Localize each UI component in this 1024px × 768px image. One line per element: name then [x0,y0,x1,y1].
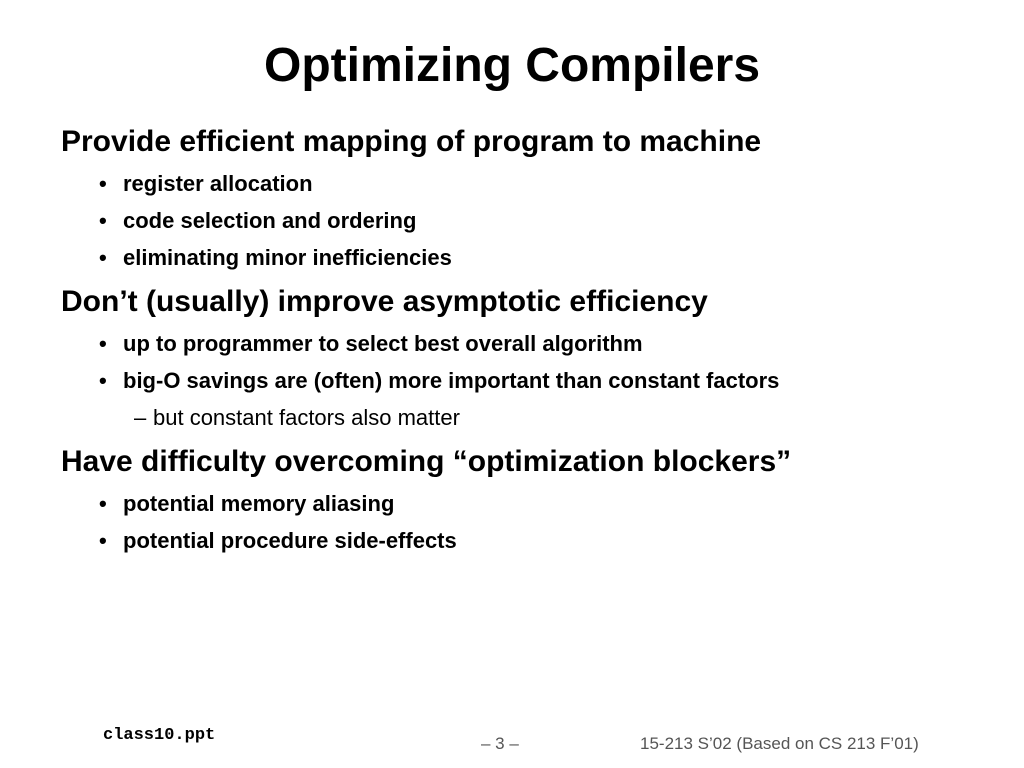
footer-filename: class10.ppt [103,726,216,745]
bullet-icon: • [99,368,107,393]
bullet-icon: • [99,491,107,516]
bullet-item [99,527,457,555]
bullet-item [99,170,313,198]
footer-course-label: 15-213 S’02 (Based on CS 213 F’01) [640,734,919,753]
bullet-item [99,490,394,518]
section-heading-blockers: Have difficulty overcoming “optimization blockers” [61,445,792,478]
bullet-item [99,367,779,395]
bullet-icon: • [99,331,107,356]
bullet-icon: • [99,528,107,553]
bullet-item [99,207,416,235]
bullet-icon: • [99,171,107,196]
sub-bullet-item [134,404,460,432]
section-heading-mapping: Provide efficient mapping of program to machine [61,125,762,158]
bullet-label: up to programmer to select best overall algorithm [123,331,643,356]
bullet-icon: • [99,245,107,270]
bullet-label: potential procedure side-effects [123,528,457,553]
bullet-label: register allocation [123,171,313,196]
bullet-label: potential memory aliasing [123,491,395,516]
sub-bullet-label: but constant factors also matter [153,405,460,430]
bullet-item [99,330,643,358]
bullet-icon: • [99,208,107,233]
section-heading-asymptotic: Don’t (usually) improve asymptotic efficiency [61,285,708,318]
slide-title: Optimizing Compilers [263,39,761,92]
bullet-item [99,244,452,272]
dash-icon: – [134,405,147,430]
bullet-label: code selection and ordering [123,208,417,233]
bullet-label: big-O savings are (often) more important than constant factors [123,368,780,393]
footer-page-number: – 3 – [481,734,519,753]
bullet-label: eliminating minor inefficiencies [123,245,452,270]
